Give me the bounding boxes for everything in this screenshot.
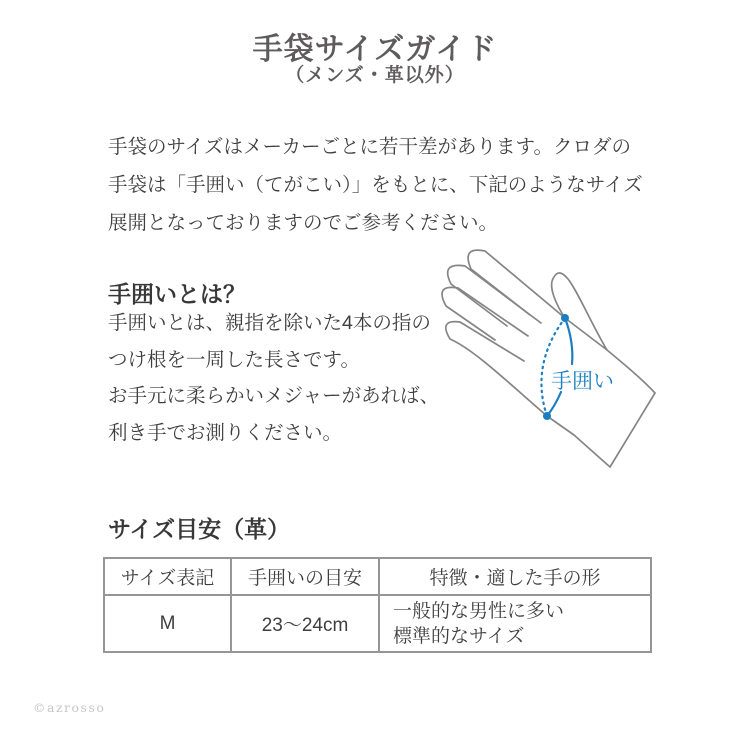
feature-line: 標準的なサイズ <box>393 625 525 647</box>
column-header-circumference: 手囲いの目安 <box>231 558 379 595</box>
intro-line: 手袋のサイズはメーカーごとに若干差があります。クロダの <box>108 136 631 158</box>
tegakoi-line: 手囲いとは、親指を除いた4本の指の <box>108 312 431 334</box>
tegakoi-description <box>108 305 439 451</box>
page-title: 手袋サイズガイド <box>252 33 498 66</box>
measure-ellipse-dotted <box>541 318 565 416</box>
cell-features <box>379 595 651 652</box>
glove-hand-outline <box>446 250 655 467</box>
glove-thumb <box>552 273 607 350</box>
size-table <box>103 557 652 653</box>
size-table-row <box>104 595 651 652</box>
measure-point-top <box>561 314 569 322</box>
glove-ring-finger <box>442 287 528 340</box>
page-subtitle: （メンズ・革以外） <box>285 65 465 86</box>
intro-line: 展開となっておりますのでご参考ください。 <box>108 212 499 234</box>
tegakoi-line: つけ根を一周した長さです。 <box>108 348 360 371</box>
feature-line: 一般的な男性に多い <box>393 600 565 622</box>
measure-point-bottom <box>543 412 551 420</box>
measure-arc-top <box>565 318 572 364</box>
column-header-size: サイズ表記 <box>104 558 231 595</box>
tegakoi-section-heading: 手囲いとは？ <box>108 281 246 307</box>
intro-paragraph <box>108 128 643 242</box>
glove-illustration <box>420 230 730 480</box>
measure-arc-bottom <box>547 392 561 416</box>
size-table-heading: サイズ目安（革） <box>108 516 291 542</box>
intro-line: 手袋は「手囲い（てがこい）」をもとに、下記のようなサイズ <box>108 174 643 196</box>
column-header-features: 特徴・適した手の形 <box>379 558 651 595</box>
measure-label: 手囲い <box>551 370 614 393</box>
tegakoi-line: お手元に柔らかいメジャーがあれば、 <box>108 385 440 407</box>
cell-size: M <box>104 595 231 652</box>
tegakoi-line: 利き手でお測りください。 <box>108 421 343 444</box>
copyright-watermark: ©azrosso <box>33 700 106 715</box>
cell-circumference: 23〜24cm <box>231 595 379 652</box>
size-table-header-row <box>104 558 651 595</box>
